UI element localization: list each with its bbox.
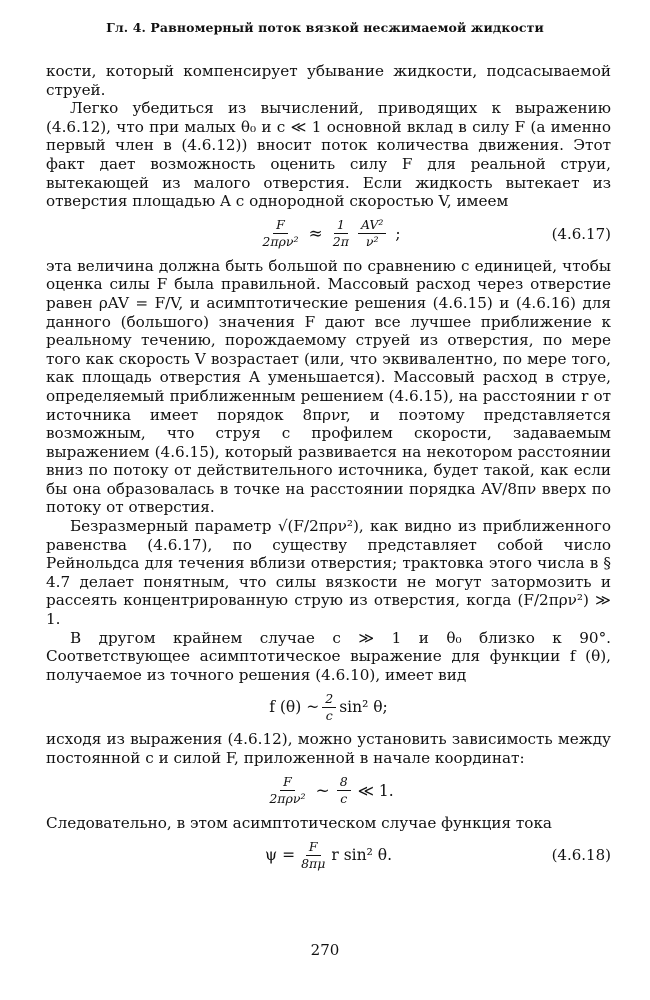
paragraph-5: В другом крайнем случае c ≫ 1 и θ₀ близко к 90°. Соответствующее асимптотическое выражение для функции f (θ), получаемое из точного решения (4.6.10), имеет вид [46, 628, 611, 684]
formula-4-6-18: ψ = $\frac{F}{8\pi\mu}$ r sin² θ. (4.6.18) [264, 838, 611, 871]
formula-f-theta: f (θ) ~ $\frac{2}{c}$ sin² θ; [269, 690, 388, 723]
paragraph-6: исходя из выражения (4.6.12), можно установить зависимость между постоянной c и силой F, приложенной в начале координат: [46, 730, 611, 767]
fraction-lhs: $\frac{F}{\text{2πρν²}}$ [269, 774, 306, 807]
equation-number: (4.6.17) [551, 224, 611, 243]
formula-tail: ; [395, 224, 401, 243]
fraction: $\frac{2}{c}$ [322, 692, 336, 723]
fraction-rhs: $\frac{\text{AV²}}{\text{ν²}}$ [358, 218, 386, 249]
fraction-coef: $\frac{1}{2\pi}$ [332, 217, 349, 250]
fraction: $\frac{F}{8\pi\mu}$ [301, 838, 326, 871]
fraction-lhs: $\frac{F}{\text{2πρν²}}$ [262, 217, 299, 250]
formula-4-6-17 [46, 211, 611, 257]
paragraph-7: Следовательно, в этом асимптотическом случае функция тока [46, 813, 552, 832]
fraction-rhs: $\frac{8}{c}$ [337, 775, 351, 806]
formula-force-estimate: $\frac{F}{\text{2πρν²}}$ ~ $\frac{8}{c}$ ≪ 1. [46, 768, 611, 814]
paragraph-4: Безразмерный параметр √(F/2πρν²), как видно из приближенного равенства (4.6.17), по существу представляет собой число Рейнольдса для течения вблизи отверстия; трактовка этого числа в § 4.7 делает понятным, что силы вязкости не могут затормозить и рассеять концентрированную струю из отверстия, когда (F/2πρν²) ≫ 1. [46, 517, 611, 629]
equation-number: (4.6.18) [551, 846, 611, 865]
running-header: Гл. 4. Равномерный поток вязкой несжимаемой жидкости [106, 20, 544, 35]
page-number: 270 [310, 941, 340, 959]
paragraph-2: Легко убедиться из вычислений, приводящих к выражению (4.6.12), что при малых θ₀ и c ≪ 1 основной вклад в силу F (а именно первый член в (4.6.12)) вносит поток количества движения. Этот факт дает возможность оценить силу F для реальной струи, вытекающей из малого отверстия. Если жидкость вытекает из отверстия площадью A с однородной скоростью V, имеем [46, 99, 611, 211]
paragraph-1: кости, который компенсирует убывание жидкости, подсасываемой струей. [46, 62, 611, 99]
approx-sign: ≈ [308, 223, 323, 244]
page-body [46, 62, 611, 878]
paragraph-3: эта величина должна быть большой по сравнению с единицей, чтобы оценка силы F была правильной. Массовый расход через отверстие равен ρAV = F/V, и асимптотические решения (4.6.15) и (4.6.16) для данного (большого) значения F дают все лучшее приближение к реальному течению, порождаемому струей из отверстия, по мере того как скорость V возрастает (или, что эквивалентно, по мере того, как площадь отверстия A уменьшается). Массовый расход в струе, определяемый приближенным решением (4.6.15), на расстоянии r от источника имеет порядок 8πρνr, и поэтому представляется возможным, что струя с профилем скорости, задаваемым выражением (4.6.15), который развивается на некотором расстоянии вниз по потоку от действительного источника, будет такой, как если бы она образовалась в точке на расстоянии порядка AV/8πν вверх по потоку от отверстия. [46, 256, 611, 517]
